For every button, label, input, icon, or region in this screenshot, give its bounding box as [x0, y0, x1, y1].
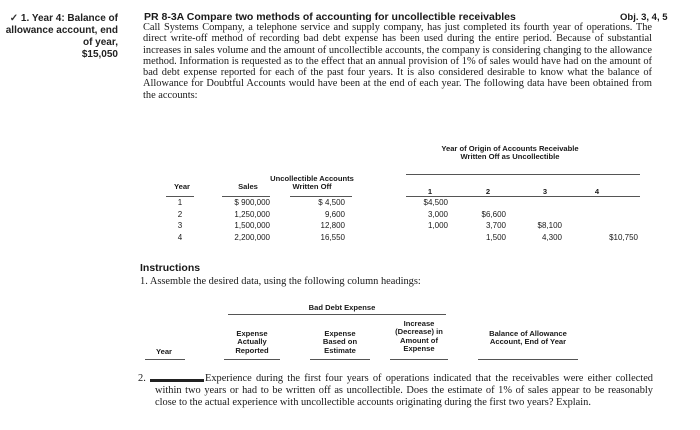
increase-column-rule [390, 359, 448, 360]
year-column-header: Year [155, 347, 173, 356]
checkmark-icon: ✓ [9, 13, 19, 24]
table-cell: $ 900,000 [234, 198, 270, 207]
origin-year-3-header: 3 [542, 187, 548, 196]
estimate-column-rule [310, 359, 370, 360]
expense-based-on-estimate-header: Expense Based on Estimate [322, 329, 358, 355]
table-cell: 1,500,000 [234, 221, 270, 231]
problem-title: PR 8-3A Compare two methods of accounting for uncollectible receivables [144, 11, 516, 23]
uncollectible-header: Uncollectible Accounts Written Off [270, 174, 354, 192]
table-cell [570, 197, 638, 209]
table-cell: $ 4,500 [318, 198, 345, 207]
table-cell: 16,550 [320, 232, 345, 242]
actual-column-rule [224, 359, 280, 360]
increase-decrease-header: Increase (Decrease) in Amount of Expense [395, 319, 443, 354]
year-column [172, 197, 188, 243]
table-cell: 1,000 [427, 221, 448, 231]
instructions-heading: Instructions [140, 262, 201, 274]
expense-actually-reported-header: Expense Actually Reported [235, 329, 269, 355]
allowance-balance-header: Balance of Allowance Account, End of Year [489, 329, 567, 347]
table-cell: $8,100 [537, 221, 562, 231]
table-cell: 4 [177, 232, 183, 242]
table-cell [570, 220, 638, 232]
table-cell [570, 209, 638, 221]
margin-answer-label: 1. Year 4: Balance of allowance account, end of year, [5, 13, 118, 48]
origin-year-2-column [468, 197, 506, 243]
written-off-column [300, 197, 345, 243]
table-cell: $10,750 [609, 232, 638, 242]
table-cell: 12,800 [320, 221, 345, 231]
year-header: Year [173, 182, 191, 191]
problem-intro: Call Systems Company, a telephone service and supply company, has just completed its fourth year of operations. The direct write-off method of recording bad debt expense has been used during the entire period. Because of substantial increases in sales volume and the amount of uncollectible accounts, the company is considering changing to the allowance method. Information is requested as to the effect that an annual provision of 1% of sales would have had on the amount of bad debt expense reported for each of the past four years. It is also considered desirable to know what the balance of Allowance for Doubtful Accounts would have been at the end of each year. The following data have been obtained from the accounts: [143, 22, 652, 101]
sales-header: Sales [238, 182, 258, 191]
origin-year-4-header: 4 [594, 187, 600, 196]
instruction-step-2-number: 2. [138, 373, 146, 384]
table-cell [468, 197, 506, 209]
table-cell: 4,300 [541, 232, 562, 242]
balance-column-rule [478, 359, 578, 360]
origin-year-4-column [570, 197, 638, 243]
table-cell [524, 209, 562, 221]
bad-debt-expense-header: Bad Debt Expense [308, 303, 376, 312]
table-cell [410, 232, 448, 244]
table-cell: 1,250,000 [234, 209, 270, 219]
instruction-step-2: Experience during the first four years of operations indicated that the receivables were either collected within two years or had to be written off as uncollectible. Does the estimate of 1% of sales appear to be reasonably close to the actual experience with uncollectible accounts originating during the first two years? Explain. [155, 373, 653, 408]
table-cell: 1,500 [485, 232, 506, 242]
margin-answer-note [0, 13, 118, 61]
margin-answer-value: $15,050 [81, 49, 118, 60]
origin-year-1-header: 1 [427, 187, 433, 196]
table-cell: 2 [177, 209, 183, 219]
table-cell: 3 [177, 221, 183, 231]
table-cell [524, 197, 562, 209]
table-cell: 3,000 [427, 209, 448, 219]
table-cell: 2,200,000 [234, 232, 270, 242]
table-cell: 1 [177, 198, 183, 207]
table-cell: $4,500 [423, 198, 448, 207]
origin-year-2-header: 2 [485, 187, 491, 196]
sales-column [216, 197, 270, 243]
year-of-origin-header: Year of Origin of Accounts Receivable Written Off as Uncollectible [441, 144, 579, 162]
table-cell: $6,600 [481, 209, 506, 219]
origin-year-1-column [410, 197, 448, 243]
table-cell: 9,600 [324, 209, 345, 219]
table-cell: 3,700 [485, 221, 506, 231]
group-header-rule [406, 174, 640, 175]
year-column-rule [145, 359, 185, 360]
instruction-step-1: 1. Assemble the desired data, using the following column headings: [140, 276, 421, 287]
learning-objectives: Obj. 3, 4, 5 [620, 12, 668, 23]
origin-year-3-column [524, 197, 562, 243]
bad-debt-expense-rule [228, 314, 446, 315]
